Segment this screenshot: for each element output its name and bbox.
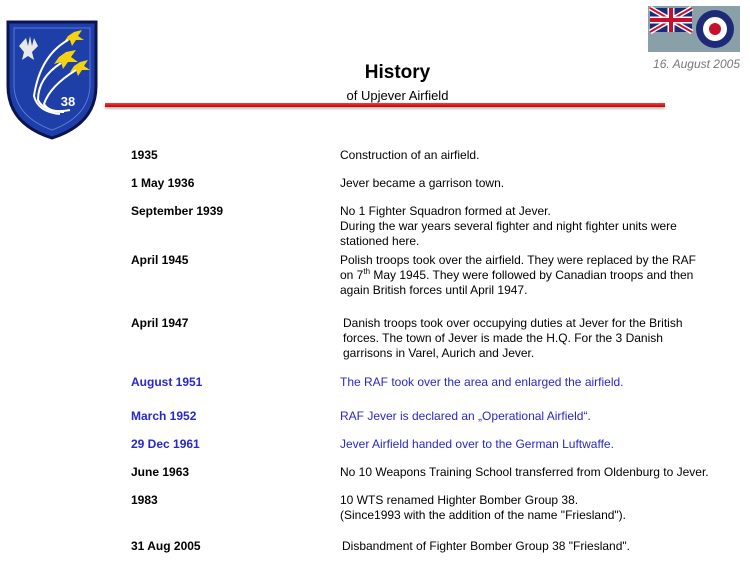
uk-raf-flags [648, 6, 740, 52]
event-year: September 1939 [131, 204, 224, 218]
event-description: 10 WTS renamed Highter Bomber Group 38. (Since1993 with the addition of the name "Friesland"). [340, 493, 627, 522]
event-year: April 1947 [131, 316, 189, 330]
page-subtitle: of Upjever Airfield [346, 88, 449, 103]
event-year: 31 Aug 2005 [131, 539, 201, 553]
squadron-crest-logo [4, 16, 100, 140]
event-description: Jever Airfield handed over to the German Luftwaffe. [340, 437, 614, 451]
event-year: 1 May 1936 [131, 176, 195, 190]
event-description: Danish troops took over occupying duties at Jever for the British forces. The town of Jever is made the H.Q. For the 3 Danish garrisons in Varel, Aurich and Jever. [343, 316, 683, 360]
document-date: 16. August 2005 [653, 57, 740, 71]
event-year: 1983 [131, 493, 158, 507]
event-year: 1935 [131, 148, 158, 162]
event-description: No 1 Fighter Squadron formed at Jever. During the war years several fighter and night fighter units were stationed here. [340, 204, 677, 248]
event-year: August 1951 [131, 375, 203, 389]
event-year: April 1945 [131, 253, 189, 267]
event-year: March 1952 [131, 409, 197, 423]
union-jack-icon [650, 8, 692, 32]
title-divider [105, 103, 665, 107]
event-description: No 10 Weapons Training School transferred from Oldenburg to Jever. [340, 465, 709, 479]
event-description: Construction of an airfield. [340, 148, 480, 162]
event-description: Disbandment of Fighter Bomber Group 38 "Friesland". [342, 539, 630, 553]
event-description: Jever became a garrison town. [340, 176, 505, 190]
event-year: June 1963 [131, 465, 190, 479]
crest-number: 38 [60, 94, 76, 109]
raf-roundel-icon [696, 10, 734, 48]
event-description: The RAF took over the area and enlarged the airfield. [340, 375, 624, 389]
page-title: History [364, 62, 431, 83]
event-description: Polish troops took over the airfield. They were replaced by the RAF on 7th May 1945. They were followed by Canadian troops and then again British forces until April 1947. [340, 253, 696, 297]
event-description: RAF Jever is declared an „Operational Airfield“. [340, 409, 591, 423]
event-year: 29 Dec 1961 [131, 437, 200, 451]
